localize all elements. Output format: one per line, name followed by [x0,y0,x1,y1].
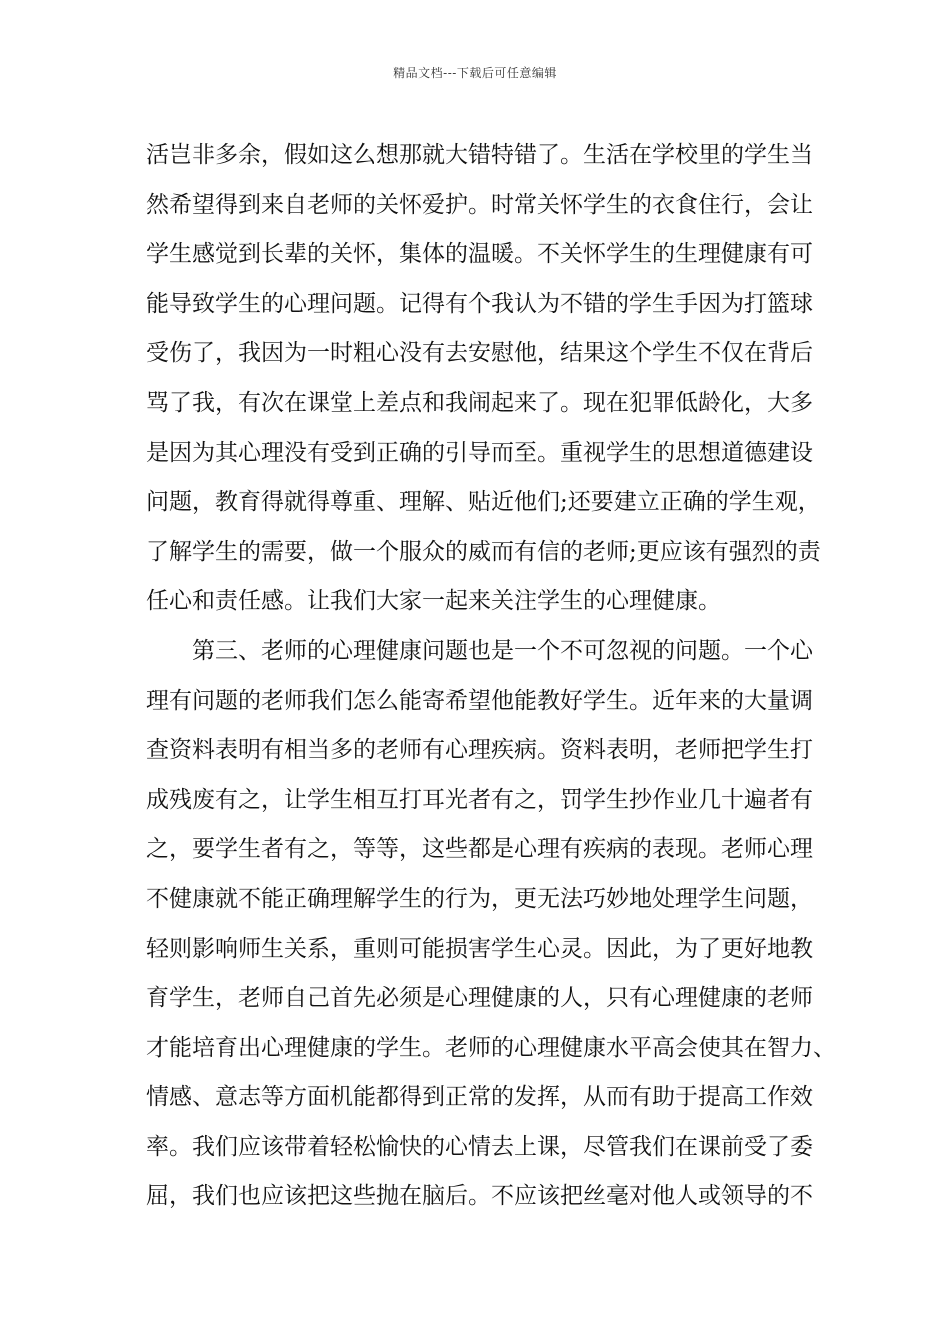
body-text [146,131,836,1222]
text-line: 是因为其心理没有受到正确的引导而至。重视学生的思想道德建设 [146,439,813,466]
text-line: 问题，教育得就得尊重、理解、贴近他们;还要建立正确的学生观， [146,489,821,516]
text-line: 屈，我们也应该把这些抛在脑后。不应该把丝毫对他人或领导的不 [146,1183,813,1210]
page-header: 精品文档---下载后可任意编辑 [393,66,557,80]
text-line: 了解学生的需要，做一个服众的威而有信的老师;更应该有强烈的责 [146,538,821,565]
paragraph-start-line: 第三、老师的心理健康问题也是一个不可忽视的问题。一个心 [192,637,813,664]
text-line: 受伤了，我因为一时粗心没有去安慰他，结果这个学生不仅在背后 [146,340,813,367]
text-line: 活岂非多余，假如这么想那就大错特错了。生活在学校里的学生当 [146,142,813,168]
text-line: 任心和责任感。让我们大家一起来关注学生的心理健康。 [146,588,721,615]
text-line: 成残废有之，让学生相互打耳光者有之，罚学生抄作业几十遍者有 [146,786,813,813]
text-line: 能导致学生的心理问题。记得有个我认为不错的学生手因为打篮球 [146,290,813,317]
text-line: 然希望得到来自老师的关怀爱护。时常关怀学生的衣食住行，会让 [146,191,813,218]
text-line: 轻则影响师生关系，重则可能损害学生心灵。因此，为了更好地教 [146,935,813,962]
text-line: 之，要学生者有之，等等，这些都是心理有疾病的表现。老师心理 [146,836,813,863]
text-line: 育学生，老师自己首先必须是心理健康的人，只有心理健康的老师 [146,985,813,1012]
text-line: 查资料表明有相当多的老师有心理疾病。资料表明，老师把学生打 [146,737,813,764]
text-line: 情感、意志等方面机能都得到正常的发挥，从而有助于提高工作效 [146,1084,813,1111]
text-line: 理有问题的老师我们怎么能寄希望他能教好学生。近年来的大量调 [146,687,813,714]
text-line: 骂了我，有次在课堂上差点和我闹起来了。现在犯罪低龄化，大多 [146,389,813,416]
text-line: 学生感觉到长辈的关怀，集体的温暖。不关怀学生的生理健康有可 [146,241,813,268]
text-line: 率。我们应该带着轻松愉快的心情去上课，尽管我们在课前受了委 [146,1133,813,1160]
text-line: 不健康就不能正确理解学生的行为，更无法巧妙地处理学生问题， [146,885,813,912]
text-line: 才能培育出心理健康的学生。老师的心理健康水平高会使其在智力、 [146,1034,836,1061]
